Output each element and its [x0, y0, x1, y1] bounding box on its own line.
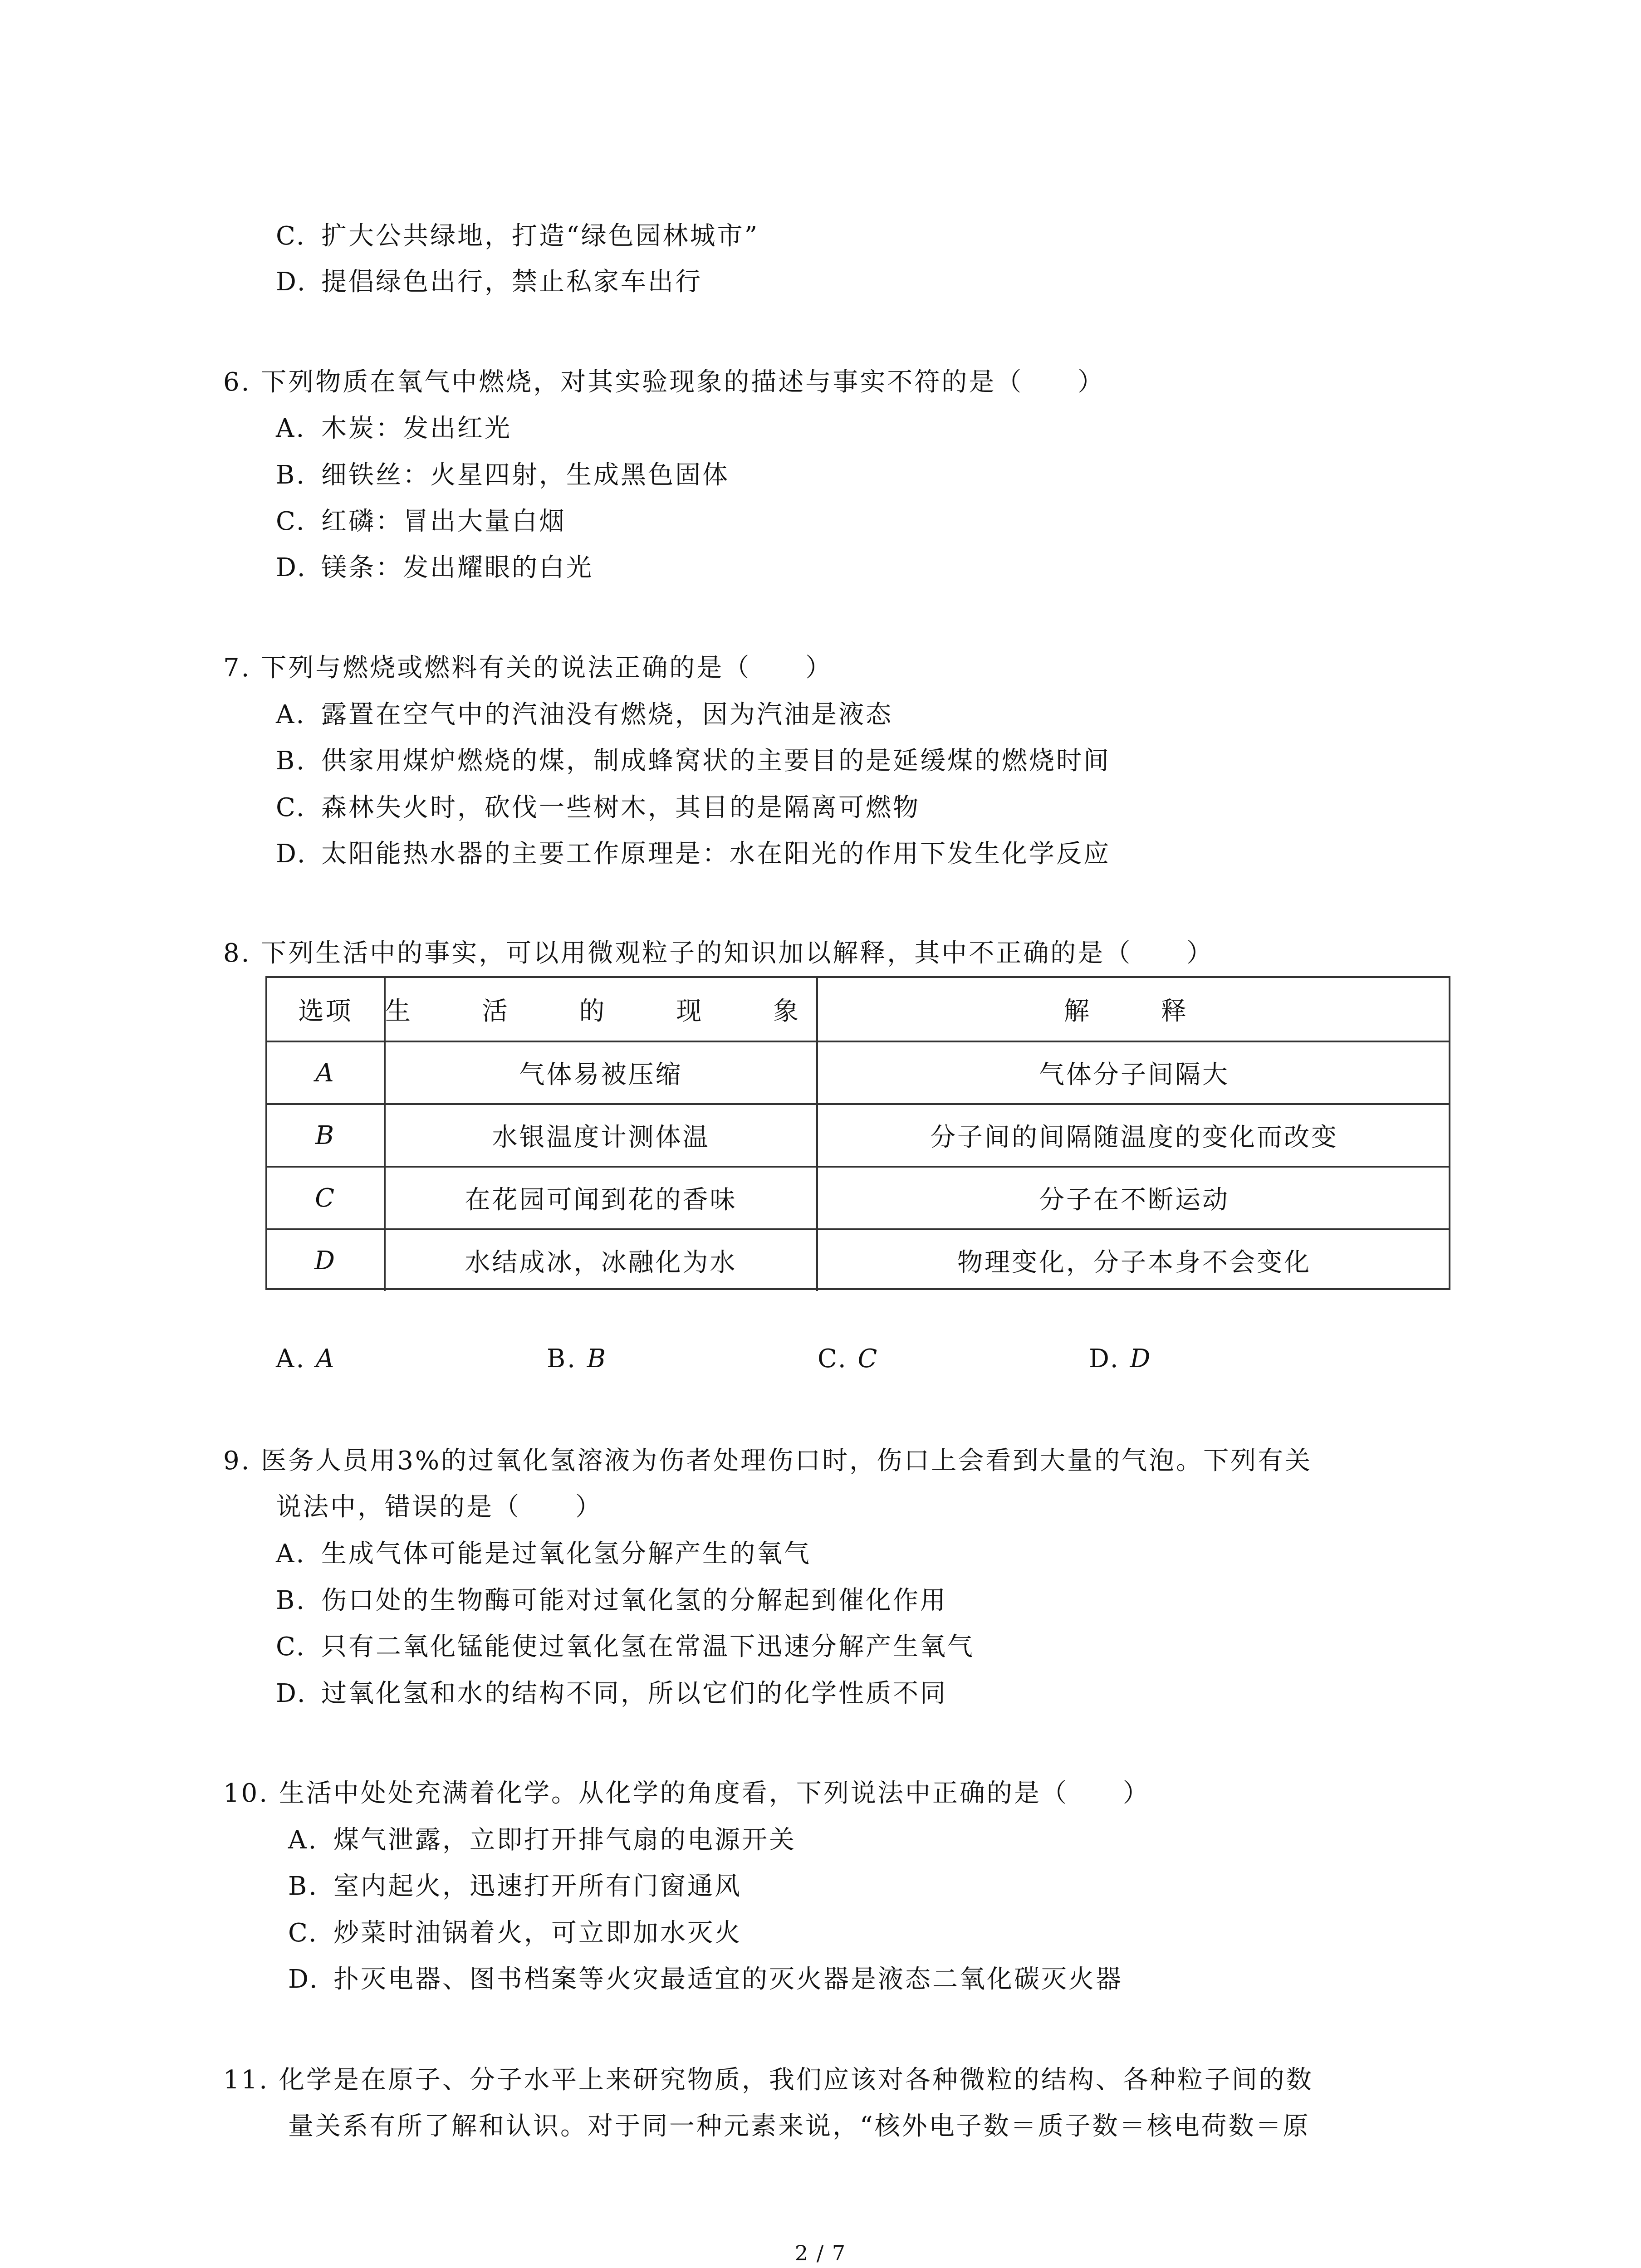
q10-option-a: A. 煤气泄露，立即打开排气扇的电源开关 — [288, 1825, 796, 1855]
table-row — [267, 1166, 1449, 1228]
q11-stem-line2: 量关系有所了解和认识。对于同一种元素来说，“核外电子数＝质子数＝核电荷数＝原 — [288, 2112, 1310, 2141]
q8-option-d: D. D — [1089, 1344, 1152, 1374]
table-header-phenomenon: 生 活 的 现 象 — [384, 978, 816, 1041]
q9-option-c: C. 只有二氧化锰能使过氧化氢在常温下迅速分解产生氧气 — [276, 1632, 975, 1662]
table-header-row — [267, 978, 1449, 1041]
q7-option-d: D. 太阳能热水器的主要工作原理是：水在阳光的作用下发生化学反应 — [276, 839, 1111, 869]
table-row — [267, 1103, 1449, 1166]
table-cell-explanation: 分子在不断运动 — [816, 1168, 1450, 1228]
table-cell-option: D — [314, 1246, 337, 1276]
table-cell-option: A — [315, 1058, 336, 1088]
q6-option-c: C. 红磷：冒出大量白烟 — [276, 507, 566, 536]
q6-option-d: D. 镁条：发出耀眼的白光 — [276, 553, 593, 582]
q7-option-b: B. 供家用煤炉燃烧的煤，制成蜂窝状的主要目的是延缓煤的燃烧时间 — [276, 746, 1111, 776]
q6-option-b: B. 细铁丝：火星四射，生成黑色固体 — [276, 460, 730, 490]
q8-stem: 8. 下列生活中的事实，可以用微观粒子的知识加以解释，其中不正确的是（ ） — [223, 938, 1214, 968]
q10-option-b: B. 室内起火，迅速打开所有门窗通风 — [288, 1872, 742, 1901]
q10-option-c: C. 炒菜时油锅着火，可立即加水灭火 — [288, 1918, 742, 1948]
table-row — [267, 1041, 1449, 1103]
q7-option-a: A. 露置在空气中的汽油没有燃烧，因为汽油是液态 — [276, 700, 893, 729]
q8-option-a: A. A — [276, 1344, 336, 1374]
q11-stem-line1: 11. 化学是在原子、分子水平上来研究物质，我们应该对各种微粒的结构、各种粒子间的数 — [223, 2065, 1313, 2095]
q6-stem: 6. 下列物质在氧气中燃烧，对其实验现象的描述与事实不符的是（ ） — [223, 367, 1105, 397]
table-row — [267, 1228, 1449, 1291]
q6-option-a: A. 木炭：发出红光 — [276, 414, 512, 443]
table-cell-phenomenon: 水银温度计测体温 — [384, 1105, 816, 1166]
table-cell-option: B — [315, 1120, 336, 1150]
q8-option-b: B. B — [547, 1344, 607, 1374]
table-cell-explanation: 气体分子间隔大 — [816, 1042, 1450, 1103]
q9-stem-line2: 说法中，错误的是（ ） — [276, 1492, 603, 1522]
q8-table — [265, 976, 1450, 1290]
q10-option-d: D. 扑灭电器、图书档案等火灾最适宜的灭火器是液态二氧化碳灭火器 — [288, 1965, 1123, 1994]
table-cell-explanation: 分子间的间隔随温度的变化而改变 — [816, 1105, 1450, 1166]
table-cell-option: C — [315, 1183, 336, 1213]
q5-option-c: C. 扩大公共绿地，打造“绿色园林城市” — [276, 221, 759, 251]
table-cell-phenomenon: 气体易被压缩 — [384, 1042, 816, 1103]
q8-option-c: C. C — [818, 1344, 879, 1374]
page-number: 2 / 7 — [794, 2241, 847, 2265]
q9-stem-line1: 9. 医务人员用3%的过氧化氢溶液为伤者处理伤口时，伤口上会看到大量的气泡。下列有关 — [223, 1446, 1313, 1476]
q5-option-d: D. 提倡绿色出行，禁止私家车出行 — [276, 267, 702, 297]
table-header-option: 选项 — [298, 997, 353, 1026]
table-header-explanation: 解 释 — [816, 978, 1450, 1041]
table-cell-phenomenon: 在花园可闻到花的香味 — [384, 1168, 816, 1228]
q10-stem: 10. 生活中处处充满着化学。从化学的角度看，下列说法中正确的是（ ） — [223, 1779, 1150, 1808]
table-cell-phenomenon: 水结成冰，冰融化为水 — [384, 1230, 816, 1291]
q9-option-d: D. 过氧化氢和水的结构不同，所以它们的化学性质不同 — [276, 1679, 947, 1708]
q7-stem: 7. 下列与燃烧或燃料有关的说法正确的是（ ） — [223, 653, 833, 683]
q9-option-b: B. 伤口处的生物酶可能对过氧化氢的分解起到催化作用 — [276, 1586, 947, 1615]
table-cell-explanation: 物理变化，分子本身不会变化 — [816, 1230, 1450, 1291]
q7-option-c: C. 森林失火时，砍伐一些树木，其目的是隔离可燃物 — [276, 793, 920, 822]
q9-option-a: A. 生成气体可能是过氧化氢分解产生的氧气 — [276, 1539, 811, 1569]
